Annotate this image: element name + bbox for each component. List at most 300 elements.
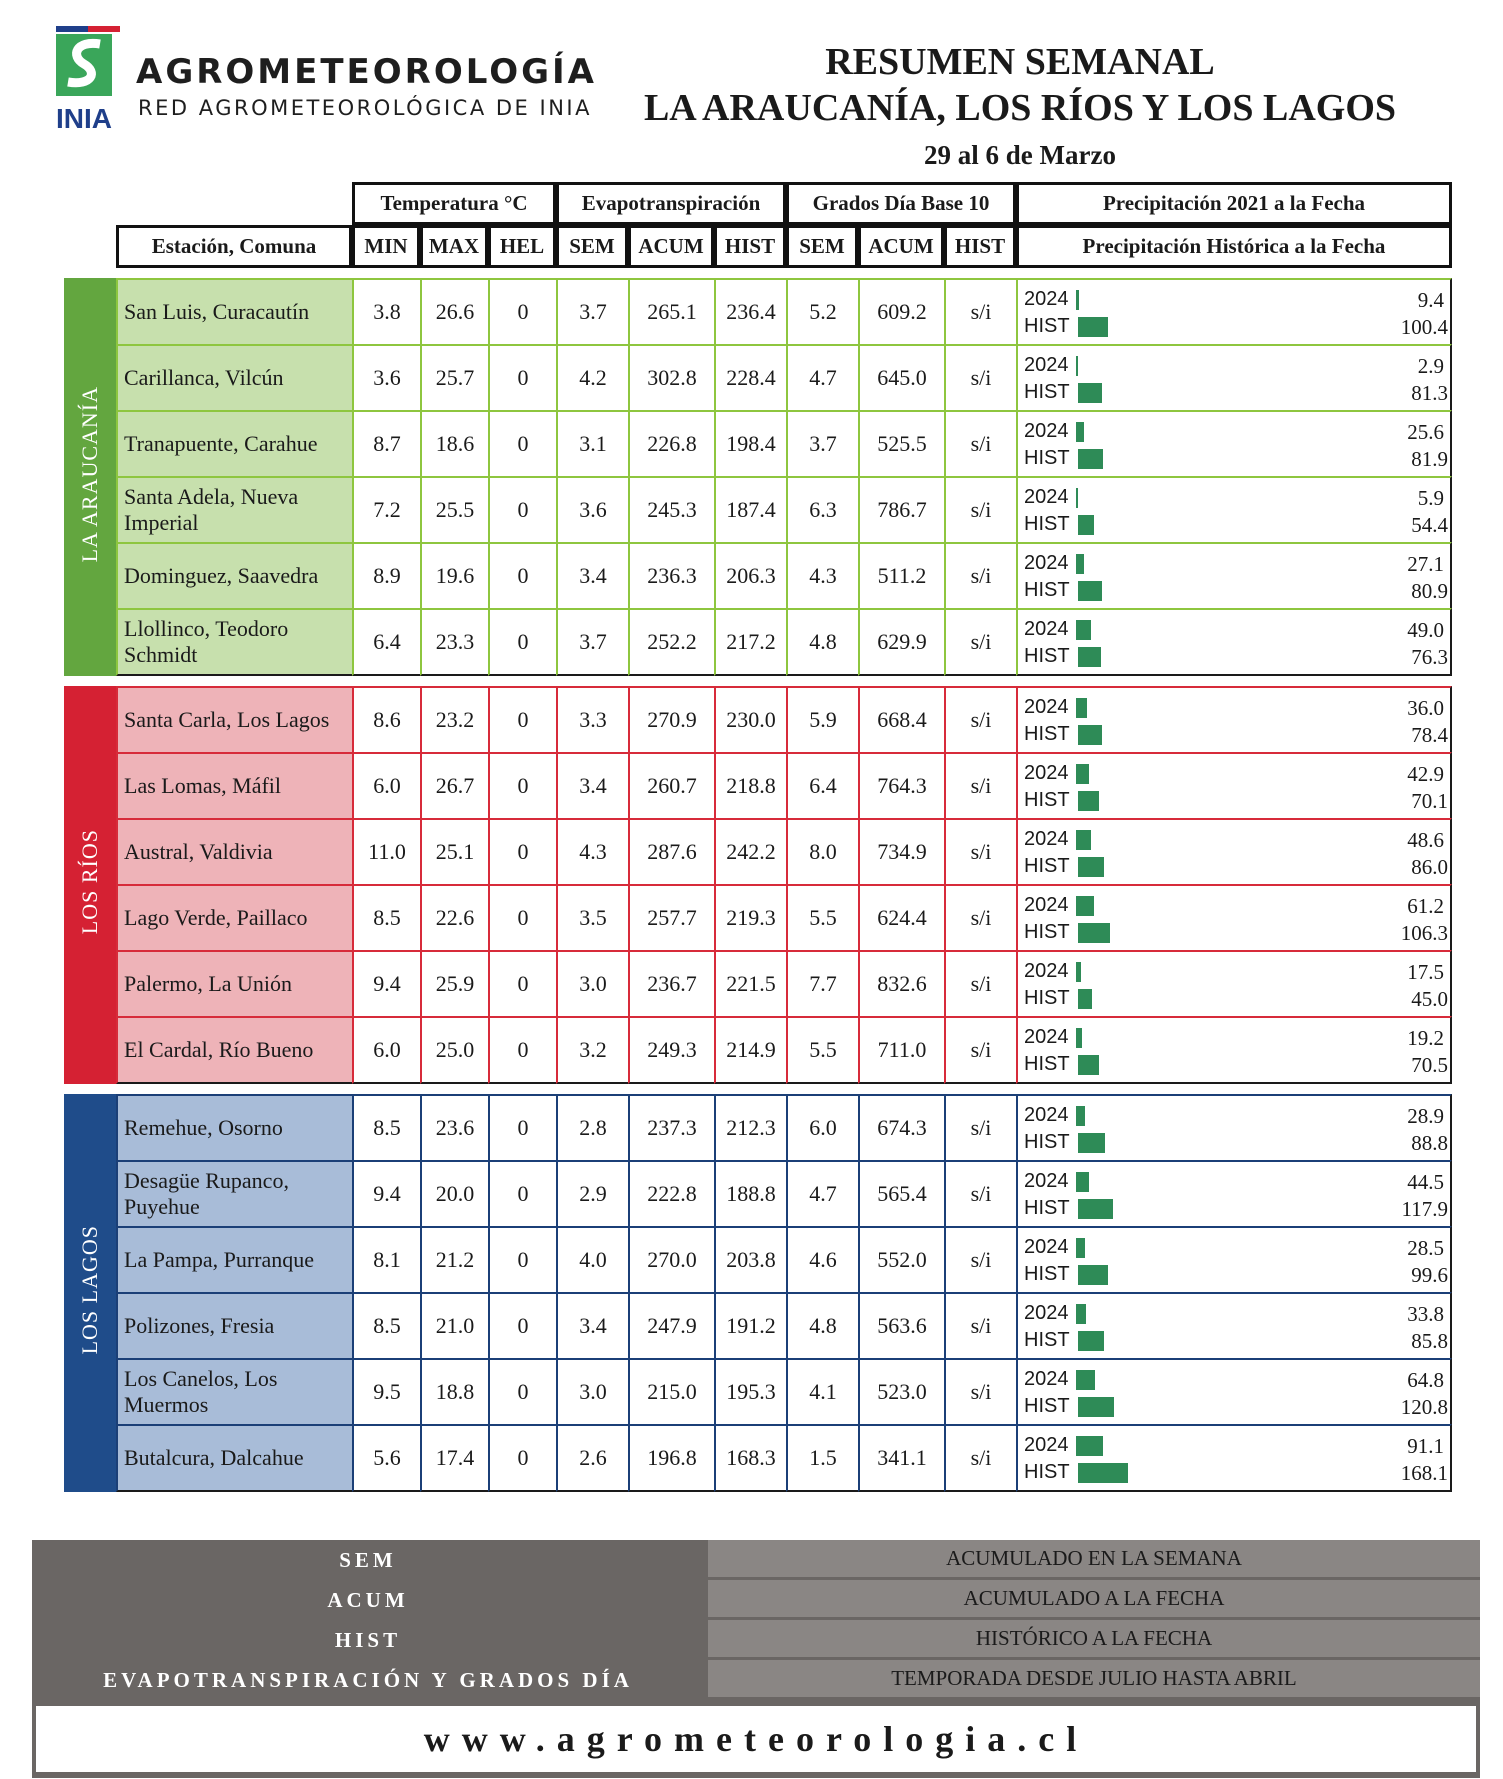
precip-year-label: 2024 bbox=[1024, 960, 1069, 982]
gd-hist-cell: s/i bbox=[944, 1160, 1016, 1226]
precip-cell bbox=[1016, 1226, 1452, 1292]
gd-acum-cell: 764.3 bbox=[858, 752, 944, 818]
precip-year-label: 2024 bbox=[1024, 618, 1069, 640]
precip-hist-bar bbox=[1078, 1397, 1114, 1417]
gd-acum-cell: 832.6 bbox=[858, 950, 944, 1016]
gd-hist-cell: s/i bbox=[944, 1016, 1016, 1084]
precip-hist-bar bbox=[1078, 1199, 1113, 1219]
precip-hist-value: 100.4 bbox=[1400, 315, 1448, 339]
et-hist-cell: 203.8 bbox=[714, 1226, 786, 1292]
station-cell: Butalcura, Dalcahue bbox=[116, 1424, 352, 1492]
gd-sem-cell: 4.8 bbox=[786, 608, 858, 676]
temp-max-cell: 21.2 bbox=[420, 1226, 488, 1292]
gd-hist-cell: s/i bbox=[944, 410, 1016, 476]
et-hist-cell: 218.8 bbox=[714, 752, 786, 818]
gd-hist-cell: s/i bbox=[944, 476, 1016, 542]
gd-acum-cell: 645.0 bbox=[858, 344, 944, 410]
gd-hist-cell: s/i bbox=[944, 752, 1016, 818]
precip-cell bbox=[1016, 1016, 1452, 1084]
temp-min-cell: 6.0 bbox=[352, 1016, 420, 1084]
precip-current-bar bbox=[1076, 1436, 1103, 1456]
gd-acum-cell: 525.5 bbox=[858, 410, 944, 476]
precip-current-bar bbox=[1076, 356, 1078, 376]
precip-cell bbox=[1016, 950, 1452, 1016]
precip-current-value: 19.2 bbox=[1407, 1026, 1444, 1050]
et-hist-cell: 195.3 bbox=[714, 1358, 786, 1424]
precip-current-bar bbox=[1076, 488, 1078, 508]
precip-current-bar bbox=[1076, 422, 1084, 442]
gd-hist-cell: s/i bbox=[944, 278, 1016, 344]
precip-hist-value: 120.8 bbox=[1400, 1395, 1448, 1419]
col-temp-min: MIN bbox=[352, 225, 420, 268]
gd-sem-cell: 4.3 bbox=[786, 542, 858, 608]
station-row bbox=[64, 410, 1452, 476]
gd-acum-cell: 511.2 bbox=[858, 542, 944, 608]
et-acum-cell: 245.3 bbox=[628, 476, 714, 542]
et-acum-cell: 237.3 bbox=[628, 1094, 714, 1160]
precip-current-value: 27.1 bbox=[1407, 552, 1444, 576]
group-header-row bbox=[64, 182, 1452, 225]
col-temp-max: MAX bbox=[420, 225, 488, 268]
station-row bbox=[64, 950, 1452, 1016]
temp-hel-cell: 0 bbox=[488, 752, 556, 818]
gd-sem-cell: 7.7 bbox=[786, 950, 858, 1016]
legend-row-season bbox=[32, 1660, 1480, 1700]
precip-hist-label: HIST bbox=[1024, 1053, 1070, 1075]
precip-current-value: 48.6 bbox=[1407, 828, 1444, 852]
temp-hel-cell: 0 bbox=[488, 1016, 556, 1084]
station-cell: Polizones, Fresia bbox=[116, 1292, 352, 1358]
precip-hist-label: HIST bbox=[1024, 855, 1070, 877]
gd-acum-cell: 341.1 bbox=[858, 1424, 944, 1492]
precip-year-label: 2024 bbox=[1024, 486, 1069, 508]
precip-current-bar bbox=[1076, 698, 1087, 718]
precip-hist-label: HIST bbox=[1024, 1395, 1070, 1417]
station-cell: Las Lomas, Máfil bbox=[116, 752, 352, 818]
col-et-hist: HIST bbox=[714, 225, 786, 268]
temp-min-cell: 8.5 bbox=[352, 884, 420, 950]
precip-hist-value: 117.9 bbox=[1401, 1197, 1448, 1221]
precip-hist-label: HIST bbox=[1024, 579, 1070, 601]
legend-box bbox=[32, 1540, 1480, 1778]
temp-max-cell: 20.0 bbox=[420, 1160, 488, 1226]
gd-hist-cell: s/i bbox=[944, 1292, 1016, 1358]
temp-hel-cell: 0 bbox=[488, 1358, 556, 1424]
precip-cell bbox=[1016, 884, 1452, 950]
precip-current-bar bbox=[1076, 1028, 1082, 1048]
precip-year-label: 2024 bbox=[1024, 894, 1069, 916]
temp-hel-cell: 0 bbox=[488, 344, 556, 410]
gd-hist-cell: s/i bbox=[944, 1094, 1016, 1160]
et-sem-cell: 3.7 bbox=[556, 608, 628, 676]
report-regions: LA ARAUCANÍA, LOS RÍOS Y LOS LAGOS bbox=[643, 87, 1397, 129]
precip-hist-value: 78.4 bbox=[1411, 723, 1448, 747]
precip-hist-label: HIST bbox=[1024, 315, 1070, 337]
temp-max-cell: 22.6 bbox=[420, 884, 488, 950]
et-acum-cell: 196.8 bbox=[628, 1424, 714, 1492]
gd-acum-cell: 563.6 bbox=[858, 1292, 944, 1358]
precip-hist-value: 106.3 bbox=[1400, 921, 1448, 945]
station-cell: Lago Verde, Paillaco bbox=[116, 884, 352, 950]
station-cell: Los Canelos, Los Muermos bbox=[116, 1358, 352, 1424]
gd-acum-cell: 523.0 bbox=[858, 1358, 944, 1424]
station-row bbox=[64, 1226, 1452, 1292]
legend-key: SEM bbox=[339, 1548, 397, 1572]
legend-value: ACUMULADO A LA FECHA bbox=[708, 1580, 1480, 1617]
temp-min-cell: 3.8 bbox=[352, 278, 420, 344]
precip-year-label: 2024 bbox=[1024, 288, 1069, 310]
region-band bbox=[64, 1094, 116, 1492]
precip-current-value: 64.8 bbox=[1407, 1368, 1444, 1392]
precip-hist-label: HIST bbox=[1024, 381, 1070, 403]
station-cell: Llollinco, Teodoro Schmidt bbox=[116, 608, 352, 676]
station-row bbox=[64, 1016, 1452, 1084]
gd-hist-cell: s/i bbox=[944, 818, 1016, 884]
et-hist-cell: 168.3 bbox=[714, 1424, 786, 1492]
gd-acum-cell: 711.0 bbox=[858, 1016, 944, 1084]
temp-hel-cell: 0 bbox=[488, 950, 556, 1016]
precip-cell bbox=[1016, 1358, 1452, 1424]
et-acum-cell: 236.3 bbox=[628, 542, 714, 608]
region-gap bbox=[64, 268, 1452, 278]
precip-current-bar bbox=[1076, 1106, 1085, 1126]
precip-hist-label: HIST bbox=[1024, 987, 1070, 1009]
temp-min-cell: 11.0 bbox=[352, 818, 420, 884]
precip-hist-bar bbox=[1078, 1265, 1108, 1285]
group-degree-days: Grados Día Base 10 bbox=[786, 182, 1016, 225]
station-row bbox=[64, 884, 1452, 950]
gd-sem-cell: 4.7 bbox=[786, 344, 858, 410]
et-sem-cell: 2.6 bbox=[556, 1424, 628, 1492]
precip-current-bar bbox=[1076, 1304, 1086, 1324]
precip-cell bbox=[1016, 608, 1452, 676]
gd-acum-cell: 609.2 bbox=[858, 278, 944, 344]
weekly-summary-table bbox=[64, 182, 1452, 1492]
inia-logo bbox=[56, 26, 120, 132]
station-cell: Carillanca, Vilcún bbox=[116, 344, 352, 410]
gd-hist-cell: s/i bbox=[944, 884, 1016, 950]
gd-acum-cell: 734.9 bbox=[858, 818, 944, 884]
group-temperature: Temperatura °C bbox=[352, 182, 556, 225]
precip-hist-bar bbox=[1078, 1331, 1104, 1351]
station-row bbox=[64, 344, 1452, 410]
et-hist-cell: 242.2 bbox=[714, 818, 786, 884]
gd-hist-cell: s/i bbox=[944, 344, 1016, 410]
et-sem-cell: 3.4 bbox=[556, 752, 628, 818]
temp-min-cell: 8.9 bbox=[352, 542, 420, 608]
temp-min-cell: 9.4 bbox=[352, 1160, 420, 1226]
precip-year-label: 2024 bbox=[1024, 696, 1069, 718]
station-row bbox=[64, 752, 1452, 818]
precip-current-value: 5.9 bbox=[1417, 486, 1444, 510]
precip-cell bbox=[1016, 344, 1452, 410]
station-row bbox=[64, 818, 1452, 884]
precip-hist-bar bbox=[1078, 449, 1103, 469]
temp-hel-cell: 0 bbox=[488, 1226, 556, 1292]
et-sem-cell: 3.7 bbox=[556, 278, 628, 344]
legend-value: TEMPORADA DESDE JULIO HASTA ABRIL bbox=[708, 1660, 1480, 1697]
et-hist-cell: 187.4 bbox=[714, 476, 786, 542]
et-sem-cell: 2.9 bbox=[556, 1160, 628, 1226]
precip-hist-value: 168.1 bbox=[1400, 1461, 1448, 1485]
precip-hist-bar bbox=[1078, 857, 1104, 877]
precip-hist-value: 76.3 bbox=[1411, 645, 1448, 669]
col-et-acum: ACUM bbox=[628, 225, 714, 268]
precip-current-value: 9.4 bbox=[1417, 288, 1444, 312]
temp-hel-cell: 0 bbox=[488, 818, 556, 884]
precip-cell bbox=[1016, 278, 1452, 344]
precip-hist-value: 99.6 bbox=[1411, 1263, 1448, 1287]
precip-hist-label: HIST bbox=[1024, 1329, 1070, 1351]
legend-row-acum bbox=[32, 1580, 1480, 1620]
precip-hist-value: 81.9 bbox=[1411, 447, 1448, 471]
brand-subtitle: RED AGROMETEOROLÓGICA DE INIA bbox=[138, 96, 592, 120]
gd-hist-cell: s/i bbox=[944, 1358, 1016, 1424]
precip-cell bbox=[1016, 1292, 1452, 1358]
temp-max-cell: 18.6 bbox=[420, 410, 488, 476]
et-acum-cell: 270.0 bbox=[628, 1226, 714, 1292]
temp-min-cell: 5.6 bbox=[352, 1424, 420, 1492]
precip-year-label: 2024 bbox=[1024, 828, 1069, 850]
et-hist-cell: 219.3 bbox=[714, 884, 786, 950]
temp-min-cell: 8.6 bbox=[352, 686, 420, 752]
precip-year-label: 2024 bbox=[1024, 1170, 1069, 1192]
et-sem-cell: 3.2 bbox=[556, 1016, 628, 1084]
et-acum-cell: 265.1 bbox=[628, 278, 714, 344]
precip-current-value: 17.5 bbox=[1407, 960, 1444, 984]
precip-hist-label: HIST bbox=[1024, 513, 1070, 535]
et-hist-cell: 188.8 bbox=[714, 1160, 786, 1226]
et-hist-cell: 230.0 bbox=[714, 686, 786, 752]
precip-hist-bar bbox=[1078, 383, 1102, 403]
report-title: RESUMEN SEMANAL bbox=[825, 41, 1215, 83]
column-header-row bbox=[64, 225, 1452, 268]
precip-hist-value: 45.0 bbox=[1411, 987, 1448, 1011]
et-acum-cell: 249.3 bbox=[628, 1016, 714, 1084]
temp-hel-cell: 0 bbox=[488, 686, 556, 752]
station-row bbox=[64, 1424, 1452, 1492]
gd-sem-cell: 3.7 bbox=[786, 410, 858, 476]
et-acum-cell: 236.7 bbox=[628, 950, 714, 1016]
gd-acum-cell: 552.0 bbox=[858, 1226, 944, 1292]
col-gd-sem: SEM bbox=[786, 225, 858, 268]
precip-hist-value: 88.8 bbox=[1411, 1131, 1448, 1155]
col-gd-hist: HIST bbox=[944, 225, 1016, 268]
gd-sem-cell: 4.8 bbox=[786, 1292, 858, 1358]
precip-cell bbox=[1016, 410, 1452, 476]
precip-hist-label: HIST bbox=[1024, 1197, 1070, 1219]
et-hist-cell: 198.4 bbox=[714, 410, 786, 476]
precip-hist-bar bbox=[1078, 1133, 1105, 1153]
precip-current-bar bbox=[1076, 554, 1084, 574]
precip-year-label: 2024 bbox=[1024, 1368, 1069, 1390]
precip-cell bbox=[1016, 1160, 1452, 1226]
gd-hist-cell: s/i bbox=[944, 686, 1016, 752]
et-hist-cell: 221.5 bbox=[714, 950, 786, 1016]
logo-text: INIA bbox=[56, 103, 112, 132]
et-sem-cell: 3.4 bbox=[556, 542, 628, 608]
temp-max-cell: 23.2 bbox=[420, 686, 488, 752]
station-row bbox=[64, 476, 1452, 542]
temp-min-cell: 8.1 bbox=[352, 1226, 420, 1292]
precip-hist-bar bbox=[1078, 317, 1108, 337]
temp-min-cell: 8.5 bbox=[352, 1292, 420, 1358]
station-cell: Desagüe Rupanco, Puyehue bbox=[116, 1160, 352, 1226]
gd-sem-cell: 5.2 bbox=[786, 278, 858, 344]
et-hist-cell: 206.3 bbox=[714, 542, 786, 608]
temp-max-cell: 25.0 bbox=[420, 1016, 488, 1084]
gd-sem-cell: 6.3 bbox=[786, 476, 858, 542]
website-url: www.agrometeorologia.cl bbox=[36, 1706, 1476, 1772]
gd-acum-cell: 674.3 bbox=[858, 1094, 944, 1160]
et-sem-cell: 3.3 bbox=[556, 686, 628, 752]
gd-hist-cell: s/i bbox=[944, 608, 1016, 676]
precip-current-value: 33.8 bbox=[1407, 1302, 1444, 1326]
et-acum-cell: 222.8 bbox=[628, 1160, 714, 1226]
station-row bbox=[64, 1358, 1452, 1424]
et-acum-cell: 287.6 bbox=[628, 818, 714, 884]
gd-acum-cell: 624.4 bbox=[858, 884, 944, 950]
gd-sem-cell: 5.9 bbox=[786, 686, 858, 752]
precip-current-bar bbox=[1076, 764, 1089, 784]
et-hist-cell: 228.4 bbox=[714, 344, 786, 410]
precip-hist-value: 81.3 bbox=[1411, 381, 1448, 405]
legend-value: HISTÓRICO A LA FECHA bbox=[708, 1620, 1480, 1657]
gd-sem-cell: 1.5 bbox=[786, 1424, 858, 1492]
station-cell: Dominguez, Saavedra bbox=[116, 542, 352, 608]
gd-hist-cell: s/i bbox=[944, 1424, 1016, 1492]
et-hist-cell: 191.2 bbox=[714, 1292, 786, 1358]
temp-min-cell: 7.2 bbox=[352, 476, 420, 542]
temp-max-cell: 25.1 bbox=[420, 818, 488, 884]
precip-current-value: 44.5 bbox=[1407, 1170, 1444, 1194]
temp-min-cell: 8.5 bbox=[352, 1094, 420, 1160]
station-cell: La Pampa, Purranque bbox=[116, 1226, 352, 1292]
temp-max-cell: 26.7 bbox=[420, 752, 488, 818]
precip-current-bar bbox=[1076, 620, 1091, 640]
precip-current-bar bbox=[1076, 830, 1091, 850]
precip-hist-value: 54.4 bbox=[1411, 513, 1448, 537]
precip-cell bbox=[1016, 542, 1452, 608]
station-row bbox=[64, 686, 1452, 752]
precip-year-label: 2024 bbox=[1024, 1434, 1069, 1456]
gd-acum-cell: 668.4 bbox=[858, 686, 944, 752]
precip-current-value: 28.5 bbox=[1407, 1236, 1444, 1260]
temp-hel-cell: 0 bbox=[488, 476, 556, 542]
temp-max-cell: 17.4 bbox=[420, 1424, 488, 1492]
gd-acum-cell: 786.7 bbox=[858, 476, 944, 542]
et-sem-cell: 3.6 bbox=[556, 476, 628, 542]
station-cell: Tranapuente, Carahue bbox=[116, 410, 352, 476]
col-gd-acum: ACUM bbox=[858, 225, 944, 268]
precip-hist-bar bbox=[1078, 791, 1099, 811]
precip-hist-label: HIST bbox=[1024, 1461, 1070, 1483]
temp-min-cell: 6.4 bbox=[352, 608, 420, 676]
legend-value: ACUMULADO EN LA SEMANA bbox=[708, 1540, 1480, 1577]
et-hist-cell: 217.2 bbox=[714, 608, 786, 676]
region-gap bbox=[64, 1084, 1452, 1094]
precip-cell bbox=[1016, 752, 1452, 818]
gd-sem-cell: 5.5 bbox=[786, 1016, 858, 1084]
temp-hel-cell: 0 bbox=[488, 608, 556, 676]
table-body bbox=[64, 268, 1452, 1492]
col-station: Estación, Comuna bbox=[116, 225, 352, 268]
col-temp-hel: HEL bbox=[488, 225, 556, 268]
precip-current-value: 61.2 bbox=[1407, 894, 1444, 918]
station-row bbox=[64, 1094, 1452, 1160]
col-et-sem: SEM bbox=[556, 225, 628, 268]
precip-hist-value: 80.9 bbox=[1411, 579, 1448, 603]
temp-min-cell: 6.0 bbox=[352, 752, 420, 818]
precip-year-label: 2024 bbox=[1024, 552, 1069, 574]
gd-sem-cell: 4.7 bbox=[786, 1160, 858, 1226]
legend-key: ACUM bbox=[327, 1588, 409, 1612]
precip-cell bbox=[1016, 1424, 1452, 1492]
temp-min-cell: 9.4 bbox=[352, 950, 420, 1016]
precip-hist-bar bbox=[1078, 923, 1110, 943]
precip-cell bbox=[1016, 818, 1452, 884]
gd-hist-cell: s/i bbox=[944, 950, 1016, 1016]
et-hist-cell: 214.9 bbox=[714, 1016, 786, 1084]
station-cell: El Cardal, Río Bueno bbox=[116, 1016, 352, 1084]
temp-hel-cell: 0 bbox=[488, 1094, 556, 1160]
region-label: LA ARAUCANÍA bbox=[77, 385, 102, 563]
gd-sem-cell: 8.0 bbox=[786, 818, 858, 884]
precip-cell bbox=[1016, 476, 1452, 542]
precip-cell bbox=[1016, 1094, 1452, 1160]
precip-hist-label: HIST bbox=[1024, 1263, 1070, 1285]
precip-current-bar bbox=[1076, 896, 1094, 916]
region-label: LOS RÍOS bbox=[77, 829, 102, 935]
station-row bbox=[64, 278, 1452, 344]
precip-current-value: 49.0 bbox=[1407, 618, 1444, 642]
et-sem-cell: 3.4 bbox=[556, 1292, 628, 1358]
et-hist-cell: 236.4 bbox=[714, 278, 786, 344]
temp-max-cell: 25.7 bbox=[420, 344, 488, 410]
precip-current-bar bbox=[1076, 1238, 1085, 1258]
precip-year-label: 2024 bbox=[1024, 1302, 1069, 1324]
precip-year-label: 2024 bbox=[1024, 354, 1069, 376]
station-cell: Palermo, La Unión bbox=[116, 950, 352, 1016]
group-precipitation: Precipitación 2021 a la Fecha bbox=[1016, 182, 1452, 225]
precip-year-label: 2024 bbox=[1024, 1026, 1069, 1048]
gd-hist-cell: s/i bbox=[944, 1226, 1016, 1292]
region-gap bbox=[64, 676, 1452, 686]
temp-max-cell: 19.6 bbox=[420, 542, 488, 608]
precip-hist-bar bbox=[1078, 647, 1101, 667]
station-row bbox=[64, 1292, 1452, 1358]
precip-hist-label: HIST bbox=[1024, 1131, 1070, 1153]
precip-current-value: 28.9 bbox=[1407, 1104, 1444, 1128]
et-sem-cell: 4.0 bbox=[556, 1226, 628, 1292]
station-cell: Santa Carla, Los Lagos bbox=[116, 686, 352, 752]
station-row bbox=[64, 1160, 1452, 1226]
precip-hist-label: HIST bbox=[1024, 447, 1070, 469]
legend-key: EVAPOTRANSPIRACIÓN Y GRADOS DÍA bbox=[103, 1668, 633, 1692]
legend-row-sem bbox=[32, 1540, 1480, 1580]
et-acum-cell: 226.8 bbox=[628, 410, 714, 476]
precip-year-label: 2024 bbox=[1024, 1236, 1069, 1258]
precip-hist-label: HIST bbox=[1024, 921, 1070, 943]
et-sem-cell: 3.5 bbox=[556, 884, 628, 950]
temp-hel-cell: 0 bbox=[488, 1424, 556, 1492]
station-cell: Remehue, Osorno bbox=[116, 1094, 352, 1160]
et-sem-cell: 3.1 bbox=[556, 410, 628, 476]
precip-year-label: 2024 bbox=[1024, 420, 1069, 442]
temp-min-cell: 3.6 bbox=[352, 344, 420, 410]
temp-max-cell: 18.8 bbox=[420, 1358, 488, 1424]
et-sem-cell: 3.0 bbox=[556, 1358, 628, 1424]
